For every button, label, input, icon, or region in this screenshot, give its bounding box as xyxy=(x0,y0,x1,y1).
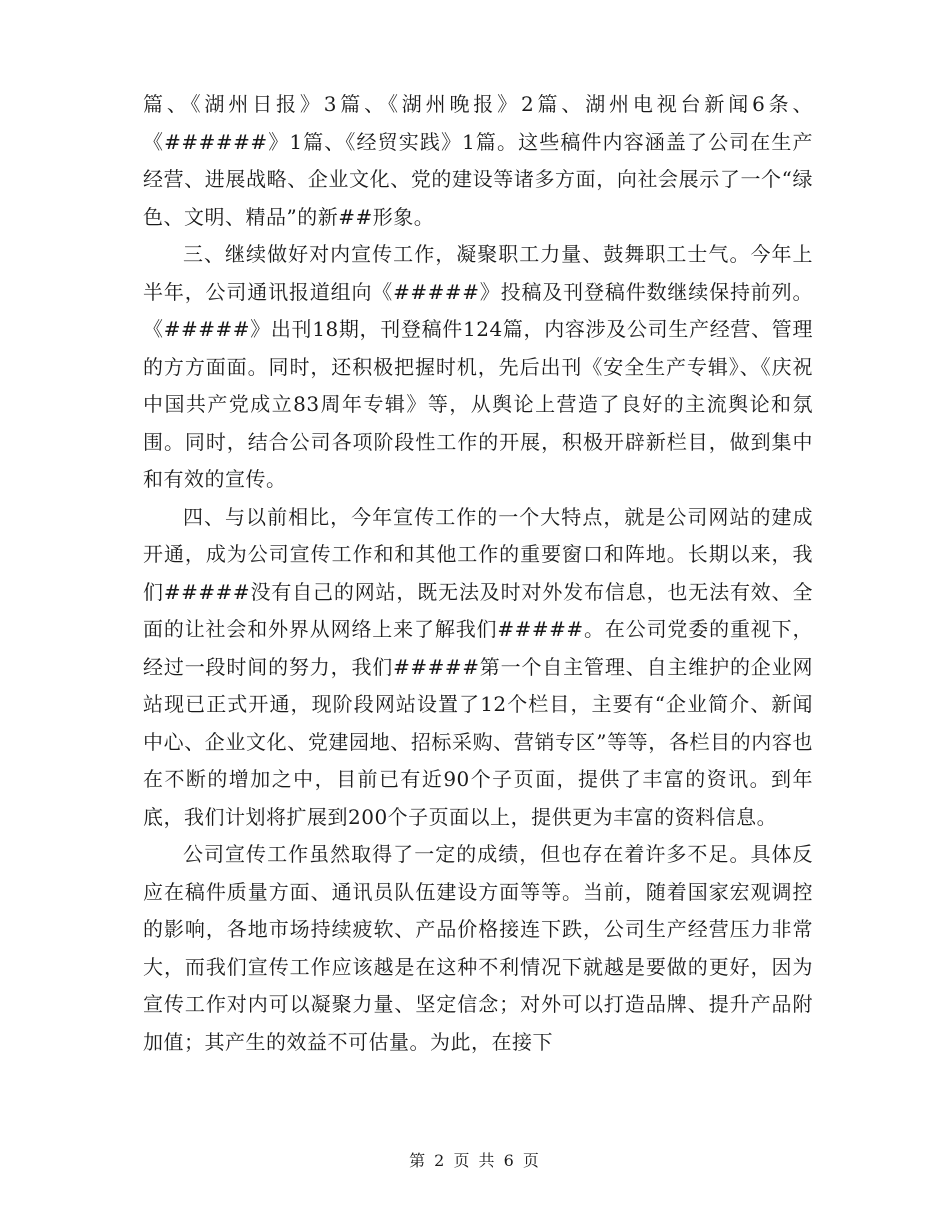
paragraph-website: 四、与以前相比，今年宣传工作的一个大特点，就是公司网站的建成开通，成为公司宣传工作和和其他工作的重要窗口和阵地。长期以来，我们#####没有自己的网站，既无法及时对外发布信息，也无法有效、全面的让社会和外界从网络上来了解我们#####。在公司党委的重视下，经过一段时间的努力，我们#####第一个自主管理、自主维护的企业网站现已正式开通，现阶段网站设置了12个栏目，主要有“企业简介、新闻中心、企业文化、党建园地、招标采购、营销专区”等等，各栏目的内容也在不断的增加之中，目前已有近90个子页面，提供了丰富的资讯。到年底，我们计划将扩展到200个子页面以上，提供更为丰富的资料信息。 xyxy=(143,504,813,829)
paragraph-continuation: 篇、《湖州日报》3篇、《湖州晚报》2篇、湖州电视台新闻6条、《######》1篇、《经贸实践》1篇。这些稿件内容涵盖了公司在生产经营、进展战略、企业文化、党的建设等诸多方面，向社会展示了一个“绿色、文明、精品”的新##形象。 xyxy=(143,92,813,229)
page-number-footer: 第 2 页 共 6 页 xyxy=(409,1151,541,1170)
paragraph-shortcomings: 公司宣传工作虽然取得了一定的成绩，但也存在着许多不足。具体反应在稿件质量方面、通讯员队伍建设方面等等。当前，随着国家宏观调控的影响，各地市场持续疲软、产品价格接连下跌，公司生产经营压力非常大，而我们宣传工作应该越是在这种不利情况下就越是要做的更好，因为宣传工作对内可以凝聚力量、坚定信念；对外可以打造品牌、提升产品附加值；其产生的效益不可估量。为此，在接下 xyxy=(143,842,813,1054)
paragraph-internal-publicity: 三、继续做好对内宣传工作，凝聚职工力量、鼓舞职工士气。今年上半年，公司通讯报道组向《#####》投稿及刊登稿件数继续保持前列。《#####》出刊18期，刊登稿件124篇，内容涉及公司生产经营、管理的方方面面。同时，还积极把握时机，先后出刊《安全生产专辑》、《庆祝中国共产党成立83周年专辑》等，从舆论上营造了良好的主流舆论和氛围。同时，结合公司各项阶段性工作的开展，积极开辟新栏目，做到集中和有效的宣传。 xyxy=(143,242,813,491)
document-body xyxy=(143,86,813,1061)
